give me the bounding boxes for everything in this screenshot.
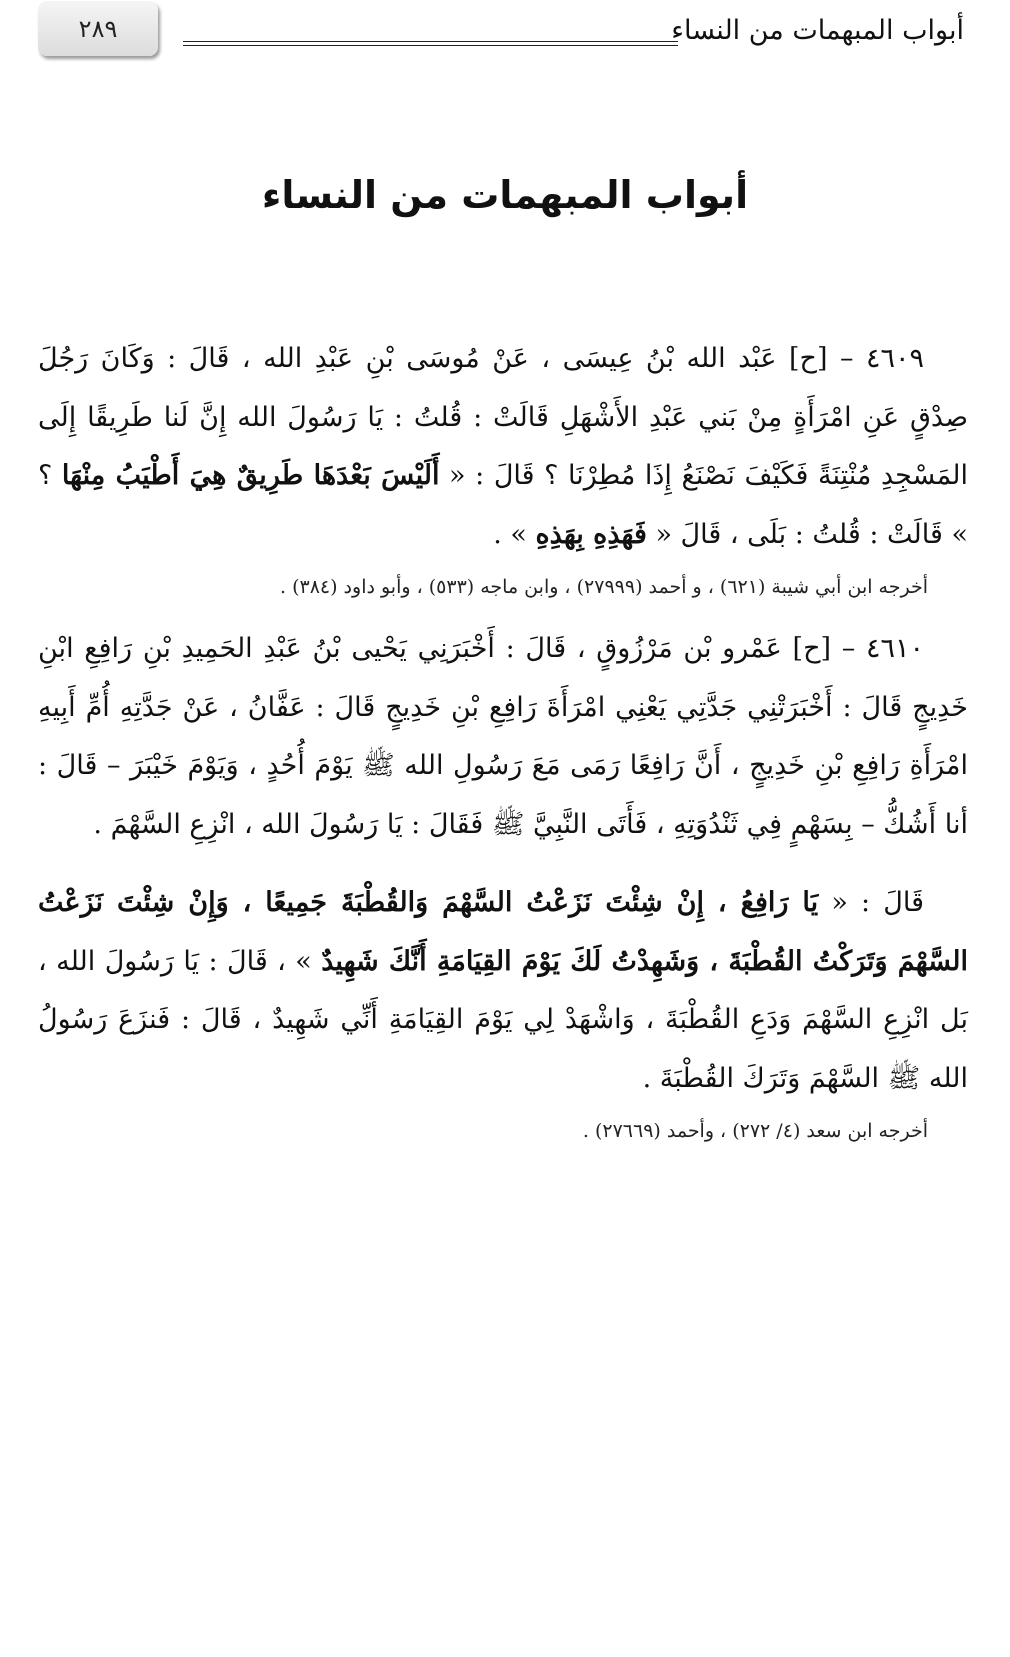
hadith-4610-p2-intro: قَالَ : « — [818, 887, 924, 918]
hadith-4609-end: » . — [493, 518, 536, 550]
page-number: ٢٨٩ — [38, 1, 158, 56]
hadith-4609 — [38, 330, 968, 564]
hadith-4610-quote: يَا رَافِعُ ، إِنْ شِئْتَ نَزَعْتُ السَّهْمَ وَالقُطْبَةَ جَمِيعًا ، وَإِنْ شِئْتَ نَزَعْتُ السَّهْمَ وَتَرَكْتُ القُطْبَةَ ، وَشَهِدْتُ لَكَ يَوْمَ القِيَامَةِ أَنَّكَ شَهِيدٌ — [38, 887, 968, 977]
chapter-title: أبواب المبهمات من النساء — [261, 173, 749, 217]
hadith-4610-footnote: أخرجه ابن سعد (٤/ ٢٧٢) ، وأحمد (٢٧٦٦٩) . — [582, 1120, 928, 1142]
hadith-4609-quote-1: أَلَيْسَ بَعْدَهَا طَرِيقٌ هِيَ أَطْيَبُ مِنْهَا — [61, 460, 440, 491]
header-rule — [183, 41, 678, 46]
hadith-4609-quote-2: فَهَذِهِ بِهَذِهِ — [535, 518, 647, 550]
hadith-4610-paragraph-2 — [38, 874, 968, 1108]
hadith-4609-intro: ٤٦٠٩ – [ح] عَبْد الله بْنُ عِيسَى ، عَنْ مُوسَى بْنِ عَبْدِ الله ، قَالَ : وَكَانَ رَجُلَ صِدْقٍ عَنِ امْرَأَةٍ مِنْ بَني عَبْدِ الأَشْهَلِ قَالَتْ : قُلتُ : يَا رَسُولَ الله إِنَّ لَنا طَرِيقًا إِلَى المَسْجِدِ مُنْتِنَةً فَكَيْفَ نَصْنَعُ إِذَا مُطِرْنَا ؟ قَالَ : « — [38, 343, 968, 491]
hadith-4610-p2-rest: » ، قَالَ : يَا رَسُولَ الله ، بَل انْزِعِ السَّهْمَ وَدَعِ القُطْبَةَ ، وَاشْهَدْ لِي يَوْمَ القِيَامَةِ أَنِّي شَهِيدٌ ، قَالَ : فَنزَعَ رَسُولُ الله ﷺ السَّهْمَ وَتَرَكَ القُطْبَةَ . — [38, 945, 968, 1094]
running-title: أبواب المبهمات من النساء — [671, 15, 964, 46]
hadith-4609-middle: ؟ » قَالَتْ : قُلتُ : بَلَى ، قَالَ « — [38, 460, 968, 550]
page-body — [38, 330, 968, 1164]
page-header — [38, 0, 964, 62]
paragraph-gap — [38, 854, 968, 874]
hadith-4609-footnote: أخرجه ابن أبي شيبة (٦٢١) ، و أحمد (٢٧٩٩٩) ، وابن ماجه (٥٣٣) ، وأبو داود (٣٨٤) . — [279, 576, 928, 598]
hadith-4610-paragraph-1: ٤٦١٠ – [ح] عَمْرو بْن مَرْزُوقٍ ، قَالَ : أَخْبَرَنِي يَحْيى بْنُ عَبْدِ الحَمِيدِ بْنِ رَافِعِ ابْنِ خَدِيجٍ قَالَ : أَخْبَرَتْنِي جَدَّتِي يَعْنِي امْرَأَةَ رَافِعِ بْنِ خَدِيجٍ قَالَ : عَفَّانُ ، عَنْ جَدَّتِهِ أُمِّ أَبِيهِ امْرَأَةِ رَافِعِ بْنِ خَدِيجٍ ، أَنَّ رَافِعًا رَمَى مَعَ رَسُولِ الله ﷺ يَوْمَ أُحُدٍ ، وَيَوْمَ خَيْبَرَ – قَالَ : أنا أَشُكُّ – بِسَهْمٍ فِي ثَنْدُوَتِهِ ، فَأَتَى النَّبِيَّ ﷺ فَقَالَ : يَا رَسُولَ الله ، انْزِعِ السَّهْمَ . — [38, 633, 968, 840]
